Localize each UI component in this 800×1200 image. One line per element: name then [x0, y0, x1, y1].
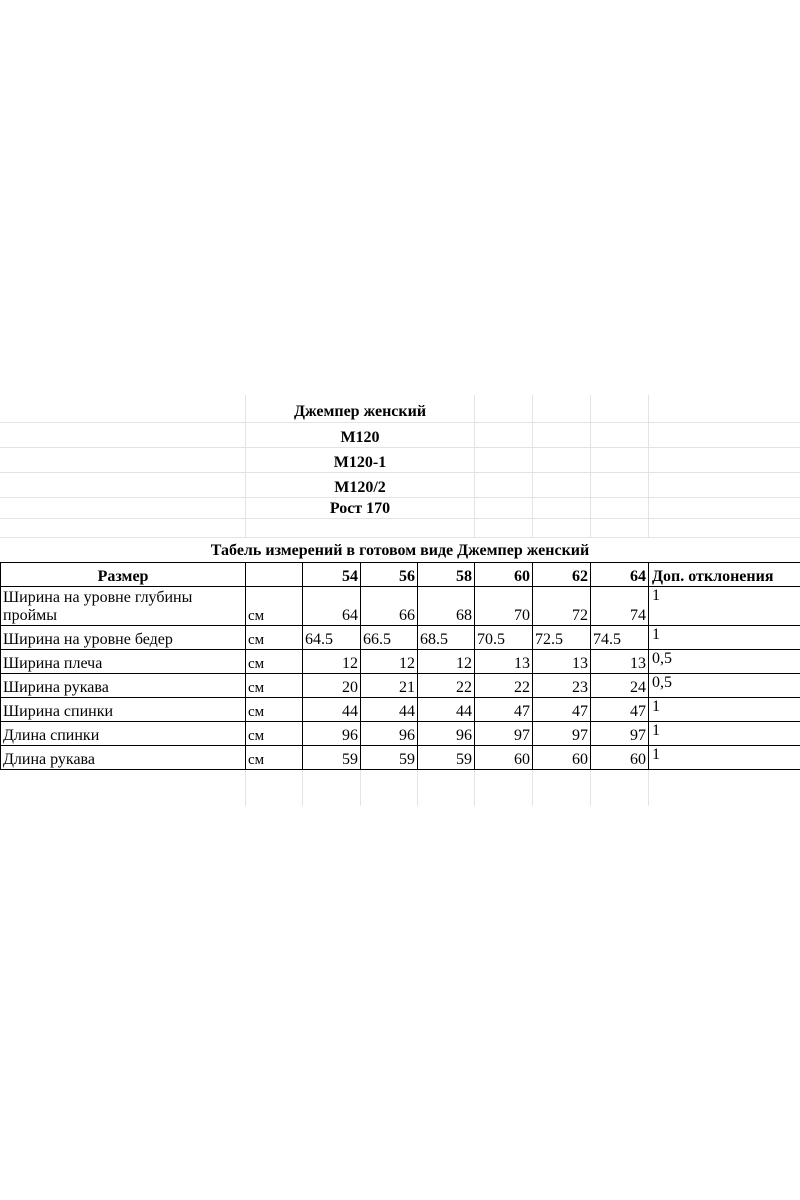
- deviation-cell: 1: [649, 626, 800, 650]
- value-cell: 68: [418, 587, 475, 626]
- value-cell: 74.5: [591, 626, 649, 650]
- model-code-variant-1: М120-1: [333, 454, 387, 471]
- value-cell: 44: [418, 698, 475, 722]
- measurement-name: Длина спинки: [1, 722, 246, 746]
- unit-header: [246, 563, 303, 587]
- gridline: [648, 770, 649, 806]
- value-cell: 13: [475, 650, 533, 674]
- value-cell: 59: [361, 746, 418, 770]
- gridline: [590, 770, 591, 806]
- unit-cell: см: [246, 674, 303, 698]
- table-row: [1, 746, 800, 770]
- measurement-name: Ширина на уровне глубины проймы: [1, 587, 246, 626]
- measurement-name: Ширина рукава: [1, 674, 246, 698]
- measurement-name: Длина рукава: [1, 746, 246, 770]
- deviation-cell: 0,5: [649, 674, 800, 698]
- size-column-header: 58: [418, 563, 475, 587]
- value-cell: 97: [591, 722, 649, 746]
- value-cell: 64: [303, 587, 361, 626]
- value-cell: 21: [361, 674, 418, 698]
- value-cell: 13: [591, 650, 649, 674]
- value-cell: 60: [591, 746, 649, 770]
- gridline: [0, 422, 800, 423]
- gridline: [302, 770, 303, 806]
- unit-cell: см: [246, 650, 303, 674]
- table-row: [1, 587, 800, 626]
- table-row: [1, 674, 800, 698]
- value-cell: 66: [361, 587, 418, 626]
- gridline: [417, 770, 418, 806]
- value-cell: 22: [475, 674, 533, 698]
- table-row: [1, 722, 800, 746]
- value-cell: 44: [361, 698, 418, 722]
- size-header: Размер: [1, 563, 246, 587]
- size-column-header: 60: [475, 563, 533, 587]
- measurement-name: Ширина на уровне бедер: [1, 626, 246, 650]
- deviation-cell: 1: [649, 746, 800, 770]
- value-cell: 24: [591, 674, 649, 698]
- size-column-header: 56: [361, 563, 418, 587]
- unit-cell: см: [246, 626, 303, 650]
- value-cell: 72.5: [533, 626, 591, 650]
- table-row: [1, 650, 800, 674]
- value-cell: 20: [303, 674, 361, 698]
- deviation-header: Доп. отклонения: [649, 563, 800, 587]
- value-cell: 13: [533, 650, 591, 674]
- size-column-header: 62: [533, 563, 591, 587]
- value-cell: 68.5: [418, 626, 475, 650]
- value-cell: 59: [418, 746, 475, 770]
- measurement-name: Ширина спинки: [1, 698, 246, 722]
- value-cell: 66.5: [361, 626, 418, 650]
- size-column-header: 64: [591, 563, 649, 587]
- value-cell: 44: [303, 698, 361, 722]
- model-code: М120: [340, 429, 380, 446]
- unit-cell: см: [246, 587, 303, 626]
- value-cell: 60: [533, 746, 591, 770]
- value-cell: 12: [361, 650, 418, 674]
- value-cell: 59: [303, 746, 361, 770]
- value-cell: 70: [475, 587, 533, 626]
- gridline: [245, 770, 246, 806]
- size-column-header: 54: [303, 563, 361, 587]
- measurement-name: Ширина плеча: [1, 650, 246, 674]
- table-row: [1, 626, 800, 650]
- table-row: [1, 698, 800, 722]
- value-cell: 64.5: [303, 626, 361, 650]
- value-cell: 12: [303, 650, 361, 674]
- value-cell: 47: [475, 698, 533, 722]
- value-cell: 70.5: [475, 626, 533, 650]
- deviation-cell: 1: [649, 722, 800, 746]
- value-cell: 96: [303, 722, 361, 746]
- value-cell: 47: [591, 698, 649, 722]
- height-label: Рост 170: [329, 500, 391, 517]
- measurement-table: [0, 562, 800, 770]
- value-cell: 23: [533, 674, 591, 698]
- gridline: [532, 770, 533, 806]
- value-cell: 97: [533, 722, 591, 746]
- value-cell: 12: [418, 650, 475, 674]
- table-header-row: [1, 563, 800, 587]
- value-cell: 74: [591, 587, 649, 626]
- value-cell: 97: [475, 722, 533, 746]
- value-cell: 96: [361, 722, 418, 746]
- table-title: Табель измерений в готовом виде Джемпер женский: [210, 542, 590, 559]
- deviation-cell: 1: [649, 587, 800, 626]
- model-code-variant-2: М120/2: [334, 479, 386, 496]
- deviation-cell: 1: [649, 698, 800, 722]
- value-cell: 72: [533, 587, 591, 626]
- value-cell: 47: [533, 698, 591, 722]
- gridline: [0, 537, 800, 538]
- value-cell: 60: [475, 746, 533, 770]
- gridline: [360, 770, 361, 806]
- unit-cell: см: [246, 746, 303, 770]
- unit-cell: см: [246, 722, 303, 746]
- product-name: Джемпер женский: [293, 403, 427, 420]
- unit-cell: см: [246, 698, 303, 722]
- value-cell: 22: [418, 674, 475, 698]
- deviation-cell: 0,5: [649, 650, 800, 674]
- gridline: [474, 770, 475, 806]
- value-cell: 96: [418, 722, 475, 746]
